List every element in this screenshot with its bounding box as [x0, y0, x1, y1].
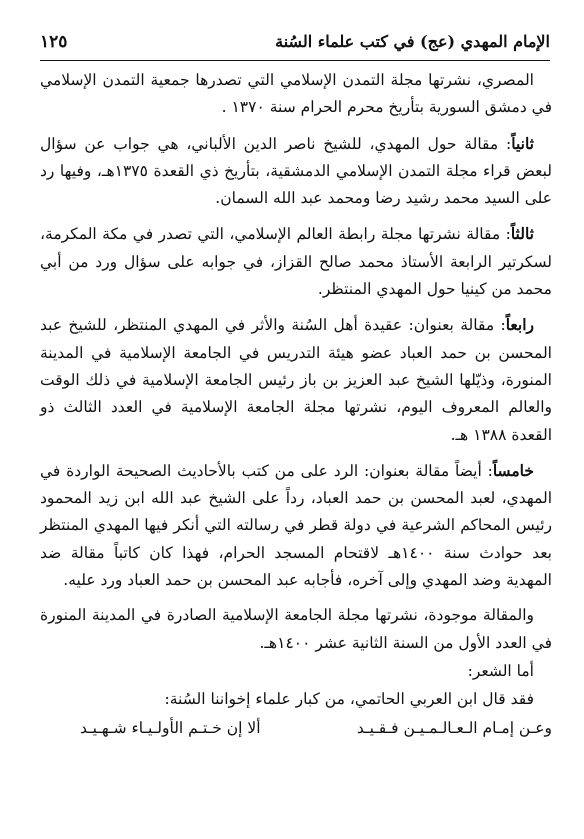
paragraph-text: : أيضاً مقالة بعنوان: الرد على من كتب بالأحاديث الصحيحة الواردة في المهدي، لعبد المحسن بن حمد العباد، رداً على الشيخ عبد الله ابن زيد المحمود رئيس المحاكم الشرعية في دولة قطر في رسالته التي أنكر فيها المهدي المنتظر بعد حوادث سنة ١٤٠٠هـ لاقتحام المسجد الحرام، فهذا كان كاتباً مقالة ضد المهدية وضد المهدي وإلى آخره، فأجابه عبد المحسن بن حمد العباد ورد عليه. [40, 461, 552, 590]
paragraph-text: : مقالة نشرتها مجلة رابطة العالم الإسلامي، التي تصدر في مكة المكرمة، لسكرتير الرابعة الأستاذ محمد صالح القزاز، في جوابه على سؤال ورد من أبي محمد من كينيا حول المهدي المنتظر. [40, 225, 552, 299]
running-title: الإمام المهدي (عج) في كتب علماء السُنة [275, 32, 550, 51]
poetry-verse [40, 715, 552, 742]
paragraph-lead: ثانياً [511, 133, 534, 153]
paragraph [40, 130, 552, 213]
paragraph-text: : مقالة حول المهدي، للشيخ ناصر الدين الألباني، هي جواب عن سؤال لبعض قراء مجلة التمدن الإسلامي الدمشقية، بتأريخ ذي القعدة ١٣٧٥هـ، وفيها رد على السيد محمد رشيد رضا ومحمد عبد الله السمان. [40, 134, 552, 208]
header-rule [40, 60, 550, 61]
paragraph-text: والمقالة موجودة، نشرتها مجلة الجامعة الإسلامية الصادرة في المدينة المنورة في العدد الأول من السنة الثانية عشر ١٤٠٠هـ. [40, 606, 552, 652]
page-body [40, 66, 552, 742]
paragraph-text: فقد قال ابن العربي الحاتمي، من كبار علماء إخواننا السُنة: [164, 690, 534, 709]
verse-first-hemistich: وعـن إمـام الـعـالـمـيـن فـقـيـد [356, 718, 552, 737]
paragraph [40, 658, 552, 685]
paragraph [40, 311, 552, 448]
paragraph-lead: ثالثاً [510, 224, 534, 244]
paragraph-lead: رابعاً [505, 315, 534, 335]
paragraph [40, 66, 552, 122]
paragraph-text: المصري، نشرتها مجلة التمدن الإسلامي التي تصدرها جمعية التمدن الإسلامي في دمشق السورية بتأريخ محرم الحرام سنة ١٣٧٠ . [40, 71, 552, 117]
verse-second-hemistich: ألا إن خـتـم الأولـيـاء شـهـيـد [80, 718, 261, 737]
paragraph [40, 457, 552, 594]
paragraph [40, 686, 552, 713]
page-header [40, 30, 550, 60]
page-number: ١٢٥ [40, 32, 68, 52]
paragraph-text: أما الشعر: [467, 661, 534, 680]
paragraph [40, 220, 552, 303]
paragraph [40, 602, 552, 657]
paragraph-lead: خامساً [492, 460, 534, 480]
paragraph-text: : مقالة بعنوان: عقيدة أهل السُنة والأثر في المهدي المنتظر، للشيخ عبد المحسن بن حمد العباد عضو هيئة التدريس في الجامعة الإسلامية في المدينة المنورة، وذيّلها الشيخ عبد العزيز بن باز رئيس الجامعة الإسلامية في ذلك الوقت والعالم المعروف اليوم، نشرتها مجلة الجامعة الإسلامية في العدد الثالث ذو القعدة ١٣٨٨ هـ. [40, 316, 552, 444]
